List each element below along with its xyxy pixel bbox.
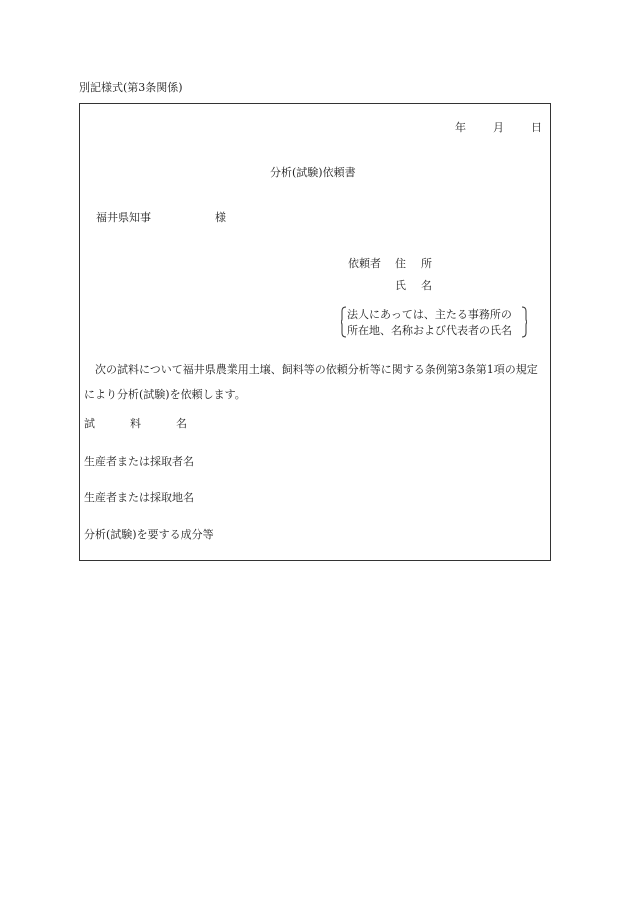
corporate-note-line-2: 所在地、名称および代表者の氏名 xyxy=(347,324,512,337)
sample-name-char-1: 試 xyxy=(84,417,95,430)
address-label-char-2: 所 xyxy=(421,257,432,270)
addressee xyxy=(96,212,226,223)
date-day-label: 日 xyxy=(531,121,542,134)
date-year-label: 年 xyxy=(455,121,466,134)
form-reference: 別記様式(第3条関係) xyxy=(79,81,183,94)
date-line xyxy=(455,122,542,133)
address-label-char-1: 住 xyxy=(395,257,406,270)
sample-name-char-3: 名 xyxy=(176,417,187,430)
document-title: 分析(試験)依頼書 xyxy=(270,166,356,179)
addressee-honorific: 様 xyxy=(215,211,226,224)
requester-label: 依頼者 xyxy=(348,257,381,270)
date-month-label: 月 xyxy=(493,121,504,134)
name-label-char-2: 名 xyxy=(421,279,432,292)
body-text: 次の試料について福井県農業用土壌、飼料等の依頼分析等に関する条例第3条第1項の規定により分析(試験)を依頼します。 xyxy=(84,363,538,401)
name-label-char-1: 氏 xyxy=(395,279,406,292)
components-field: 分析(試験)を要する成分等 xyxy=(84,528,214,541)
requester-name-label xyxy=(395,280,432,291)
requester-address-label xyxy=(395,258,432,269)
producer-name-field: 生産者または採取者名 xyxy=(84,455,194,468)
sample-name-char-2: 料 xyxy=(130,417,141,430)
corporate-note-line-1: 法人にあっては、主たる事務所の xyxy=(347,308,512,321)
sample-name-field xyxy=(84,418,187,429)
corporate-note xyxy=(341,306,527,338)
producer-place-field: 生産者または採取地名 xyxy=(84,491,194,504)
addressee-name: 福井県知事 xyxy=(96,211,151,224)
